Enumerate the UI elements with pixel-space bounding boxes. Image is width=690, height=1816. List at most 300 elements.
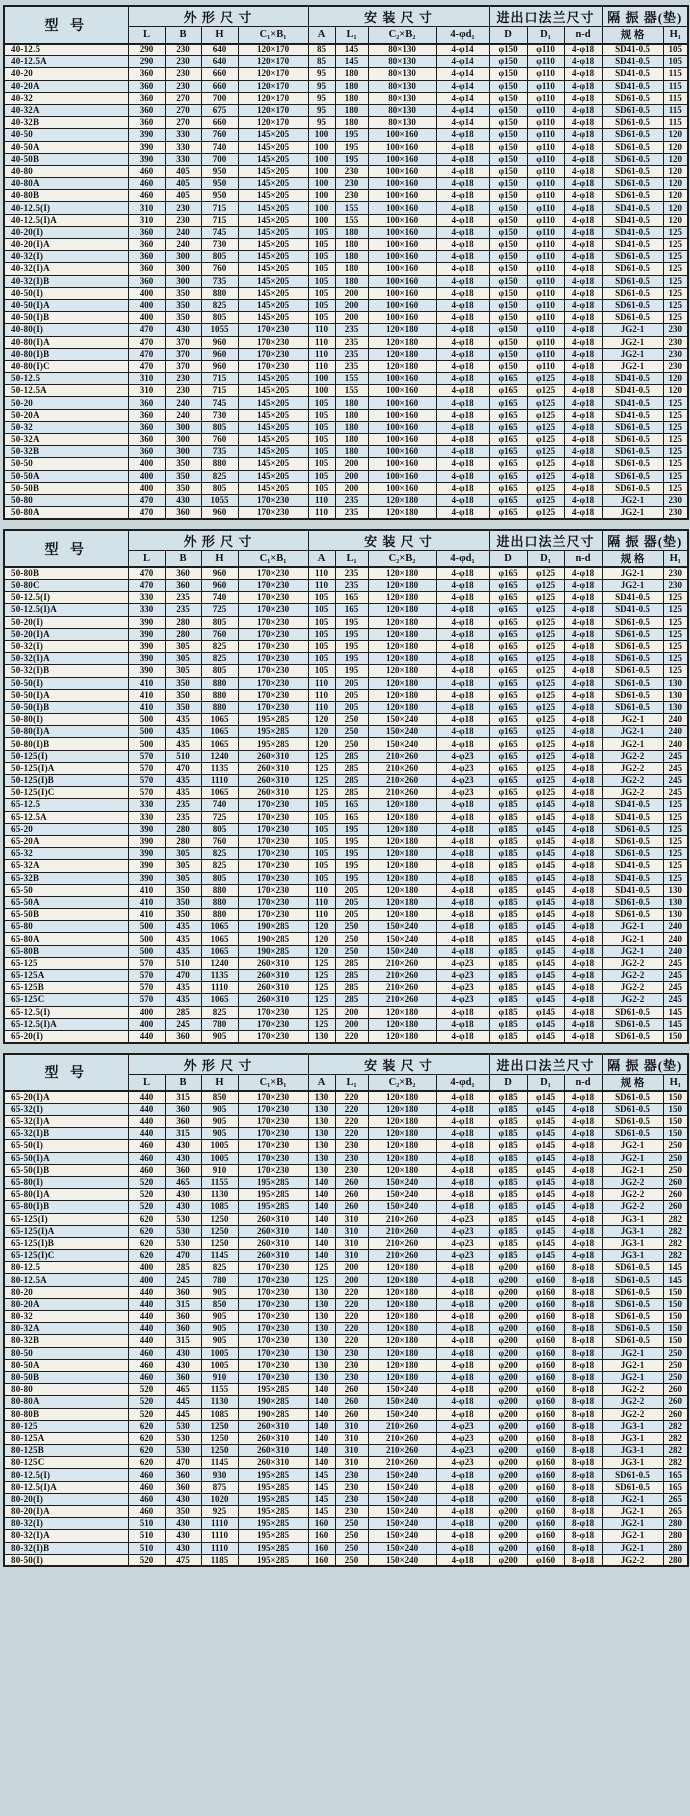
cell-D: φ185 bbox=[489, 1091, 527, 1103]
cell-C2xB2: 100×160 bbox=[368, 312, 436, 324]
cell-D1: φ160 bbox=[527, 1347, 564, 1359]
cell-n-d: 8-φ18 bbox=[564, 1335, 602, 1347]
cell-n-d: 4-φ18 bbox=[564, 129, 602, 141]
cell-B: 300 bbox=[165, 434, 201, 446]
cell-H: 760 bbox=[201, 434, 238, 446]
cell-D: φ185 bbox=[489, 1006, 527, 1018]
cell-C2xB2: 80×130 bbox=[368, 44, 436, 56]
cell-n-d: 4-φ18 bbox=[564, 1213, 602, 1225]
cell-4-phi-d1: 4-φ18 bbox=[436, 1140, 489, 1152]
cell-A: 140 bbox=[308, 1432, 335, 1444]
cell-H: 1065 bbox=[201, 933, 238, 945]
cell-n-d: 8-φ18 bbox=[564, 1530, 602, 1542]
cell-L: 400 bbox=[128, 1006, 165, 1018]
cell-D: φ165 bbox=[489, 494, 527, 506]
cell-H: 1250 bbox=[201, 1432, 238, 1444]
cell-C1xB1: 195×285 bbox=[238, 726, 308, 738]
cell-model: 40-20(I)A bbox=[4, 239, 128, 251]
cell-D1: φ125 bbox=[527, 421, 564, 433]
cell-D1: φ110 bbox=[527, 56, 564, 68]
cell-n-d: 4-φ18 bbox=[564, 458, 602, 470]
cell-C2xB2: 210×260 bbox=[368, 762, 436, 774]
cell-C2xB2: 120×180 bbox=[368, 811, 436, 823]
cell-D: φ185 bbox=[489, 970, 527, 982]
cell-D1: φ160 bbox=[527, 1335, 564, 1347]
cell-C1xB1: 120×170 bbox=[238, 104, 308, 116]
cell-H: 1065 bbox=[201, 945, 238, 957]
cell-D: φ150 bbox=[489, 239, 527, 251]
cell-C2xB2: 120×180 bbox=[368, 507, 436, 519]
cell-model: 80-80A bbox=[4, 1396, 128, 1408]
cell-B: 305 bbox=[165, 860, 201, 872]
cell-model: 65-50B bbox=[4, 909, 128, 921]
cell-C2xB2: 150×240 bbox=[368, 1506, 436, 1518]
table-row bbox=[4, 1323, 688, 1335]
table-row bbox=[4, 275, 688, 287]
cell-4-phi-d1: 4-φ18 bbox=[436, 689, 489, 701]
cell-spec: SD61-0.5 bbox=[602, 1481, 663, 1493]
cell-L: 440 bbox=[128, 1298, 165, 1310]
cell-D1: φ110 bbox=[527, 190, 564, 202]
table-row bbox=[4, 896, 688, 908]
cell-C1xB1: 170×230 bbox=[238, 567, 308, 579]
table-row bbox=[4, 1432, 688, 1444]
cell-model: 65-20(I) bbox=[4, 1030, 128, 1042]
cell-4-phi-d1: 4-φ18 bbox=[436, 214, 489, 226]
cell-4-phi-d1: 4-φ18 bbox=[436, 1518, 489, 1530]
cell-4-phi-d1: 4-φ18 bbox=[436, 507, 489, 519]
cell-B: 330 bbox=[165, 141, 201, 153]
cell-H: 700 bbox=[201, 92, 238, 104]
table-row bbox=[4, 738, 688, 750]
cell-C2xB2: 120×180 bbox=[368, 896, 436, 908]
cell-H: 675 bbox=[201, 104, 238, 116]
cell-D: φ150 bbox=[489, 141, 527, 153]
cell-H: 805 bbox=[201, 421, 238, 433]
cell-H1: 165 bbox=[663, 1481, 688, 1493]
cell-H1: 105 bbox=[663, 44, 688, 56]
cell-model: 80-20(I) bbox=[4, 1493, 128, 1505]
cell-D: φ185 bbox=[489, 1103, 527, 1115]
cell-D: φ185 bbox=[489, 909, 527, 921]
cell-L: 460 bbox=[128, 1481, 165, 1493]
cell-H1: 130 bbox=[663, 909, 688, 921]
cell-C1xB1: 170×230 bbox=[238, 640, 308, 652]
cell-n-d: 4-φ18 bbox=[564, 1237, 602, 1249]
table-row bbox=[4, 1530, 688, 1542]
cell-L1: 155 bbox=[335, 373, 368, 385]
cell-H1: 240 bbox=[663, 726, 688, 738]
table-row bbox=[4, 299, 688, 311]
cell-B: 530 bbox=[165, 1420, 201, 1432]
cell-H1: 125 bbox=[663, 848, 688, 860]
cell-4-phi-d1: 4-φ18 bbox=[436, 336, 489, 348]
cell-D1: φ160 bbox=[527, 1408, 564, 1420]
cell-L: 360 bbox=[128, 104, 165, 116]
cell-H1: 125 bbox=[663, 653, 688, 665]
table-row bbox=[4, 178, 688, 190]
cell-B: 430 bbox=[165, 1152, 201, 1164]
cell-H: 1250 bbox=[201, 1213, 238, 1225]
cell-A: 105 bbox=[308, 848, 335, 860]
cell-D: φ185 bbox=[489, 799, 527, 811]
cell-n-d: 4-φ18 bbox=[564, 239, 602, 251]
cell-L1: 200 bbox=[335, 1274, 368, 1286]
cell-L: 620 bbox=[128, 1445, 165, 1457]
cell-model: 65-50 bbox=[4, 884, 128, 896]
cell-4-phi-d1: 4-φ18 bbox=[436, 251, 489, 263]
cell-C1xB1: 170×230 bbox=[238, 1103, 308, 1115]
cell-C2xB2: 210×260 bbox=[368, 994, 436, 1006]
cell-C1xB1: 260×310 bbox=[238, 1237, 308, 1249]
table-row bbox=[4, 494, 688, 506]
table-row bbox=[4, 1091, 688, 1103]
cell-L: 500 bbox=[128, 738, 165, 750]
cell-spec: SD61-0.5 bbox=[602, 1018, 663, 1030]
cell-D1: φ145 bbox=[527, 933, 564, 945]
cell-4-phi-d1: 4-φ18 bbox=[436, 1116, 489, 1128]
cell-H1: 125 bbox=[663, 446, 688, 458]
cell-A: 105 bbox=[308, 872, 335, 884]
cell-H: 950 bbox=[201, 178, 238, 190]
cell-C1xB1: 170×230 bbox=[238, 1018, 308, 1030]
cell-L: 360 bbox=[128, 68, 165, 80]
cell-A: 125 bbox=[308, 787, 335, 799]
cell-D1: φ110 bbox=[527, 336, 564, 348]
spec-table-section-3 bbox=[3, 1053, 689, 1568]
cell-B: 300 bbox=[165, 251, 201, 263]
cell-B: 435 bbox=[165, 726, 201, 738]
cell-C1xB1: 145×205 bbox=[238, 299, 308, 311]
table-row bbox=[4, 1164, 688, 1176]
cell-L: 520 bbox=[128, 1176, 165, 1188]
cell-C1xB1: 170×230 bbox=[238, 1274, 308, 1286]
cell-4-phi-d1: 4-φ18 bbox=[436, 141, 489, 153]
table-row bbox=[4, 287, 688, 299]
cell-L1: 235 bbox=[335, 324, 368, 336]
cell-D1: φ125 bbox=[527, 616, 564, 628]
cell-H1: 130 bbox=[663, 884, 688, 896]
cell-B: 530 bbox=[165, 1225, 201, 1237]
cell-C2xB2: 150×240 bbox=[368, 1518, 436, 1530]
cell-C2xB2: 150×240 bbox=[368, 1542, 436, 1554]
cell-L1: 260 bbox=[335, 1384, 368, 1396]
cell-spec: SD61-0.5 bbox=[602, 616, 663, 628]
cell-C2xB2: 150×240 bbox=[368, 945, 436, 957]
cell-D: φ150 bbox=[489, 275, 527, 287]
table-row bbox=[4, 982, 688, 994]
cell-H1: 125 bbox=[663, 239, 688, 251]
cell-n-d: 4-φ18 bbox=[564, 775, 602, 787]
table-row bbox=[4, 1384, 688, 1396]
cell-C2xB2: 210×260 bbox=[368, 1225, 436, 1237]
cell-4-phi-d1: 4-φ18 bbox=[436, 263, 489, 275]
cell-model: 50-80(I)A bbox=[4, 726, 128, 738]
cell-spec: SD61-0.5 bbox=[602, 446, 663, 458]
cell-A: 160 bbox=[308, 1542, 335, 1554]
cell-D1: φ145 bbox=[527, 1018, 564, 1030]
cell-H: 805 bbox=[201, 665, 238, 677]
cell-model: 40-20A bbox=[4, 80, 128, 92]
cell-4-phi-d1: 4-φ18 bbox=[436, 153, 489, 165]
cell-n-d: 8-φ18 bbox=[564, 1396, 602, 1408]
cell-C2xB2: 80×130 bbox=[368, 68, 436, 80]
cell-model: 50-50B bbox=[4, 482, 128, 494]
cell-C1xB1: 190×285 bbox=[238, 921, 308, 933]
cell-B: 360 bbox=[165, 1371, 201, 1383]
cell-L1: 195 bbox=[335, 640, 368, 652]
cell-A: 100 bbox=[308, 129, 335, 141]
cell-C2xB2: 120×180 bbox=[368, 324, 436, 336]
cell-A: 85 bbox=[308, 44, 335, 56]
cell-B: 430 bbox=[165, 1542, 201, 1554]
cell-D: φ185 bbox=[489, 1152, 527, 1164]
cell-n-d: 8-φ18 bbox=[564, 1542, 602, 1554]
cell-H: 735 bbox=[201, 275, 238, 287]
cell-D: φ200 bbox=[489, 1506, 527, 1518]
cell-H1: 250 bbox=[663, 1164, 688, 1176]
cell-L1: 180 bbox=[335, 68, 368, 80]
table-row bbox=[4, 1213, 688, 1225]
cell-C1xB1: 145×205 bbox=[238, 458, 308, 470]
cell-L1: 180 bbox=[335, 239, 368, 251]
cell-H1: 250 bbox=[663, 1371, 688, 1383]
cell-D1: φ110 bbox=[527, 275, 564, 287]
cell-L: 400 bbox=[128, 470, 165, 482]
cell-H: 825 bbox=[201, 470, 238, 482]
cell-H: 715 bbox=[201, 214, 238, 226]
cell-spec: JG3-1 bbox=[602, 1225, 663, 1237]
cell-spec: JG2-2 bbox=[602, 1396, 663, 1408]
cell-B: 370 bbox=[165, 336, 201, 348]
cell-L: 570 bbox=[128, 750, 165, 762]
table-row bbox=[4, 56, 688, 68]
cell-C1xB1: 145×205 bbox=[238, 482, 308, 494]
cell-D: φ165 bbox=[489, 677, 527, 689]
cell-H1: 125 bbox=[663, 592, 688, 604]
cell-B: 360 bbox=[165, 507, 201, 519]
cell-D: φ185 bbox=[489, 1189, 527, 1201]
cell-L1: 230 bbox=[335, 1164, 368, 1176]
cell-H1: 125 bbox=[663, 628, 688, 640]
cell-L1: 230 bbox=[335, 1371, 368, 1383]
cell-D: φ200 bbox=[489, 1311, 527, 1323]
cell-model: 65-125 bbox=[4, 957, 128, 969]
cell-H: 825 bbox=[201, 860, 238, 872]
cell-L1: 285 bbox=[335, 750, 368, 762]
cell-A: 110 bbox=[308, 360, 335, 372]
table-row bbox=[4, 1347, 688, 1359]
cell-n-d: 4-φ18 bbox=[564, 1250, 602, 1262]
cell-model: 50-50A bbox=[4, 470, 128, 482]
cell-D1: φ110 bbox=[527, 104, 564, 116]
cell-H: 1240 bbox=[201, 750, 238, 762]
cell-B: 510 bbox=[165, 957, 201, 969]
cell-B: 475 bbox=[165, 1554, 201, 1566]
cell-C2xB2: 150×240 bbox=[368, 738, 436, 750]
table-row bbox=[4, 1420, 688, 1432]
cell-C2xB2: 80×130 bbox=[368, 92, 436, 104]
cell-A: 100 bbox=[308, 385, 335, 397]
cell-C1xB1: 145×205 bbox=[238, 373, 308, 385]
cell-C1xB1: 145×205 bbox=[238, 409, 308, 421]
cell-A: 130 bbox=[308, 1164, 335, 1176]
cell-spec: SD61-0.5 bbox=[602, 287, 663, 299]
cell-C1xB1: 190×285 bbox=[238, 1396, 308, 1408]
cell-D1: φ145 bbox=[527, 921, 564, 933]
cell-spec: SD61-0.5 bbox=[602, 1274, 663, 1286]
cell-C1xB1: 170×230 bbox=[238, 689, 308, 701]
cell-n-d: 4-φ18 bbox=[564, 933, 602, 945]
cell-n-d: 4-φ18 bbox=[564, 689, 602, 701]
cell-L: 440 bbox=[128, 1030, 165, 1042]
cell-B: 435 bbox=[165, 994, 201, 1006]
col-header-D: D bbox=[489, 550, 527, 567]
cell-n-d: 4-φ18 bbox=[564, 982, 602, 994]
cell-4-phi-d1: 4-φ18 bbox=[436, 1542, 489, 1554]
cell-L1: 195 bbox=[335, 129, 368, 141]
cell-B: 430 bbox=[165, 494, 201, 506]
cell-C1xB1: 170×230 bbox=[238, 1298, 308, 1310]
cell-4-phi-d1: 4-φ18 bbox=[436, 287, 489, 299]
table-row bbox=[4, 202, 688, 214]
cell-model: 50-20 bbox=[4, 397, 128, 409]
cell-B: 530 bbox=[165, 1432, 201, 1444]
cell-spec: SD61-0.5 bbox=[602, 628, 663, 640]
cell-A: 110 bbox=[308, 348, 335, 360]
cell-model: 40-80(I)B bbox=[4, 348, 128, 360]
cell-spec: JG2-2 bbox=[602, 1176, 663, 1188]
cell-A: 105 bbox=[308, 799, 335, 811]
cell-n-d: 4-φ18 bbox=[564, 1140, 602, 1152]
cell-model: 50-80 bbox=[4, 494, 128, 506]
table-row bbox=[4, 1311, 688, 1323]
cell-4-phi-d1: 4-φ18 bbox=[436, 299, 489, 311]
cell-4-phi-d1: 4-φ18 bbox=[436, 1091, 489, 1103]
cell-H: 880 bbox=[201, 287, 238, 299]
cell-A: 130 bbox=[308, 1091, 335, 1103]
cell-D: φ200 bbox=[489, 1420, 527, 1432]
cell-model: 65-80(I)A bbox=[4, 1189, 128, 1201]
cell-D1: φ145 bbox=[527, 1152, 564, 1164]
cell-H: 1065 bbox=[201, 994, 238, 1006]
cell-A: 120 bbox=[308, 738, 335, 750]
table-row bbox=[4, 1189, 688, 1201]
cell-L: 460 bbox=[128, 1469, 165, 1481]
cell-spec: JG2-2 bbox=[602, 1384, 663, 1396]
cell-D: φ165 bbox=[489, 580, 527, 592]
cell-B: 430 bbox=[165, 1140, 201, 1152]
cell-4-phi-d1: 4-φ18 bbox=[436, 129, 489, 141]
cell-C2xB2: 120×180 bbox=[368, 604, 436, 616]
cell-D1: φ125 bbox=[527, 714, 564, 726]
cell-C1xB1: 145×205 bbox=[238, 287, 308, 299]
cell-D: φ165 bbox=[489, 421, 527, 433]
cell-spec: JG2-2 bbox=[602, 775, 663, 787]
cell-4-phi-d1: 4-φ18 bbox=[436, 1176, 489, 1188]
cell-A: 105 bbox=[308, 835, 335, 847]
cell-B: 435 bbox=[165, 738, 201, 750]
cell-4-phi-d1: 4-φ18 bbox=[436, 190, 489, 202]
cell-H1: 282 bbox=[663, 1432, 688, 1444]
cell-model: 40-12.5 bbox=[4, 44, 128, 56]
cell-n-d: 4-φ18 bbox=[564, 1128, 602, 1140]
cell-model: 40-12.5(I) bbox=[4, 202, 128, 214]
cell-D1: φ145 bbox=[527, 909, 564, 921]
cell-C1xB1: 195×285 bbox=[238, 1384, 308, 1396]
cell-H1: 130 bbox=[663, 701, 688, 713]
cell-B: 470 bbox=[165, 1457, 201, 1469]
cell-A: 105 bbox=[308, 299, 335, 311]
cell-A: 130 bbox=[308, 1323, 335, 1335]
cell-A: 130 bbox=[308, 1152, 335, 1164]
cell-C2xB2: 150×240 bbox=[368, 933, 436, 945]
cell-L: 440 bbox=[128, 1091, 165, 1103]
cell-H: 1130 bbox=[201, 1396, 238, 1408]
cell-H1: 120 bbox=[663, 153, 688, 165]
cell-spec: SD61-0.5 bbox=[602, 1006, 663, 1018]
cell-spec: JG2-2 bbox=[602, 957, 663, 969]
cell-model: 40-50A bbox=[4, 141, 128, 153]
cell-model: 40-80A bbox=[4, 178, 128, 190]
cell-C1xB1: 145×205 bbox=[238, 141, 308, 153]
cell-A: 130 bbox=[308, 1286, 335, 1298]
table-row bbox=[4, 799, 688, 811]
cell-model: 65-80B bbox=[4, 945, 128, 957]
cell-C2xB2: 150×240 bbox=[368, 1176, 436, 1188]
spec-table-section-1 bbox=[3, 5, 689, 520]
cell-B: 465 bbox=[165, 1176, 201, 1188]
cell-D1: φ110 bbox=[527, 312, 564, 324]
cell-H1: 125 bbox=[663, 251, 688, 263]
cell-D: φ200 bbox=[489, 1469, 527, 1481]
cell-model: 40-20(I) bbox=[4, 226, 128, 238]
cell-C2xB2: 120×180 bbox=[368, 628, 436, 640]
cell-D: φ165 bbox=[489, 567, 527, 579]
cell-A: 130 bbox=[308, 1140, 335, 1152]
cell-L1: 230 bbox=[335, 1481, 368, 1493]
cell-H1: 240 bbox=[663, 714, 688, 726]
col-group-installation-dimensions: 安 装 尺 寸 bbox=[308, 530, 489, 551]
cell-model: 65-50(I)B bbox=[4, 1164, 128, 1176]
cell-spec: SD61-0.5 bbox=[602, 312, 663, 324]
cell-L1: 260 bbox=[335, 1201, 368, 1213]
cell-A: 120 bbox=[308, 726, 335, 738]
cell-H: 805 bbox=[201, 823, 238, 835]
cell-D1: φ145 bbox=[527, 1225, 564, 1237]
cell-C1xB1: 145×205 bbox=[238, 312, 308, 324]
cell-model: 50-12.5(I) bbox=[4, 592, 128, 604]
table-row bbox=[4, 1371, 688, 1383]
cell-D: φ200 bbox=[489, 1432, 527, 1444]
cell-D1: φ125 bbox=[527, 689, 564, 701]
cell-D: φ185 bbox=[489, 1225, 527, 1237]
cell-spec: SD61-0.5 bbox=[602, 178, 663, 190]
cell-D: φ200 bbox=[489, 1408, 527, 1420]
cell-H1: 125 bbox=[663, 421, 688, 433]
cell-n-d: 8-φ18 bbox=[564, 1262, 602, 1274]
cell-A: 105 bbox=[308, 665, 335, 677]
cell-spec: SD61-0.5 bbox=[602, 1128, 663, 1140]
cell-L: 400 bbox=[128, 1274, 165, 1286]
cell-4-phi-d1: 4-φ18 bbox=[436, 178, 489, 190]
cell-C2xB2: 150×240 bbox=[368, 921, 436, 933]
cell-L1: 195 bbox=[335, 848, 368, 860]
table-row bbox=[4, 848, 688, 860]
cell-B: 350 bbox=[165, 312, 201, 324]
cell-H: 1055 bbox=[201, 494, 238, 506]
cell-spec: JG2-1 bbox=[602, 1347, 663, 1359]
